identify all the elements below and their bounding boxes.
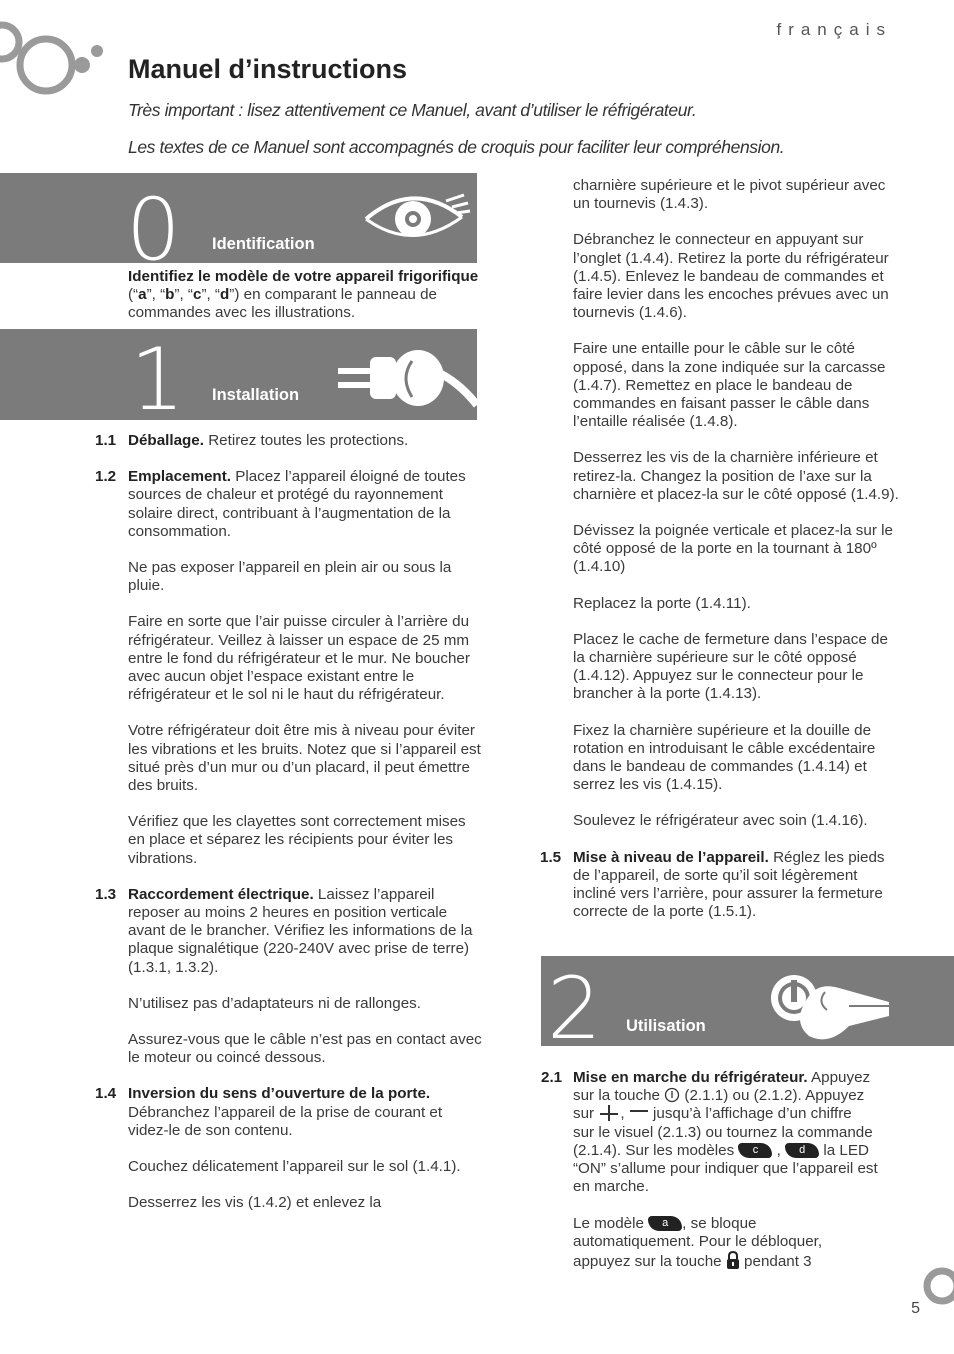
item-heading: Inversion du sens d’ouverture de la porte. xyxy=(128,1085,431,1103)
paragraph xyxy=(95,885,483,977)
intro-important: Très important : lisez attentivement ce Manuel, avant d’utiliser le réfrigérateur. xyxy=(128,100,697,120)
section-label: Identification xyxy=(212,235,315,253)
language-label: français xyxy=(776,20,892,39)
paragraph xyxy=(573,449,903,504)
item-text: Placez l’appareil éloigné de toutes sources de chaleur et protégé du rayonnement solaire direct, contribuant à l’augmentation de la consommation. xyxy=(128,468,466,540)
item-text: Faire en sorte que l’air puisse circuler à l’arrière du réfrigérateur. Veillez à laisser un espace de 25 mm entre le fond du réfrigérateur et le mur. Ne boucher avec aucun objet l’espace existant entre le réfrigérateur et le sol ni le haut du réfrigérateur. xyxy=(128,613,470,704)
item-text: Dévissez la poignée verticale et placez-la sur le côté opposé de la porte en la tournant à 180º (1.4.10) xyxy=(573,522,893,576)
installation-column-right xyxy=(540,177,903,940)
paragraph xyxy=(573,812,903,830)
brand-logo xyxy=(0,20,110,105)
minus-icon xyxy=(629,1105,649,1117)
item-text: Assurez-vous que le câble n’est pas en contact avec le moteur ou coincé dessous. xyxy=(128,1031,482,1067)
paragraph xyxy=(128,1158,483,1176)
section-label: Utilisation xyxy=(626,1017,706,1035)
item-text: Débranchez le connecteur en appuyant sur l’onglet (1.4.4). Retirez la porte du réfrigérateur (1.4.5). Enlevez le bandeau de commandes et faire levier dans les encoches prévues avec un tournevis (1.4.6). xyxy=(573,231,889,322)
item-text: charnière supérieure et le pivot supérieur avec un tournevis (1.4.3). xyxy=(573,177,886,213)
item-number: 1.2 xyxy=(95,468,117,486)
paragraph xyxy=(573,595,903,613)
usage-text: 2.1 Mise en marche du réfrigérateur. Appuyez sur la touche (2.1.1) ou (2.1.2). Appuyez sur , jusqu’à l’affichage d’un chiffre sur le visuel (2.1.3) ou tournez la commande (2.1.4). Sur les modèles c , d la LED “ON” s’allume pour indiquer que l’appareil est en marche. Le modèle a , se bloque automatiquement. Pour le débloquer, appuyez sur la touche pendant 3 xyxy=(541,1069,878,1271)
item-text: Laissez l’appareil reposer au moins 2 heures en position verticale avant de le brancher. Vérifiez les informations de la plaque signalétique (220-240V avec prise de terre) (1.3.1, 1.3.2). xyxy=(128,885,473,976)
item-text: Desserrez les vis de la charnière inférieure et retirez-la. Changez la position de l’axe sur la charnière et placez-la sur le côté opposé (1.4.9). xyxy=(573,449,899,503)
paragraph xyxy=(573,177,903,213)
item-number: 1.3 xyxy=(95,885,117,903)
item-number: 1.1 xyxy=(95,432,117,449)
item-text: Fixez la charnière supérieure et la douille de rotation en introduisant le câble excédentaire dans le bandeau de commandes (1.4.14) et serrez les vis (1.4.15). xyxy=(573,721,876,794)
item-number: 2.1 xyxy=(541,1069,563,1086)
paragraph xyxy=(573,340,903,431)
item-heading: Déballage. xyxy=(128,432,204,449)
item-heading: Emplacement. xyxy=(128,468,231,486)
paragraph xyxy=(95,468,483,541)
paragraph xyxy=(128,1194,483,1212)
model-c-badge: c xyxy=(738,1143,772,1158)
item-text: Faire une entaille pour le câble sur le côté opposé, dans la zone indiquée sur la carcasse (1.4.7). Remettez en place le bandeau de commandes en faisant passer le câble dans l’entaille réalisée (1.4.8). xyxy=(573,340,886,431)
item-text: Replacez la porte (1.4.11). xyxy=(573,594,751,612)
eye-icon xyxy=(358,181,473,256)
power-button-icon xyxy=(664,1087,680,1103)
section-band-usage xyxy=(541,956,954,1059)
item-text: N’utilisez pas d’adaptateurs ni de rallonges. xyxy=(128,994,421,1012)
section-band-installation xyxy=(0,329,477,430)
paragraph xyxy=(95,1085,483,1140)
paragraph xyxy=(573,722,903,795)
model-a-badge: a xyxy=(648,1216,682,1231)
paragraph xyxy=(128,559,483,595)
item-number: 1.4 xyxy=(95,1085,117,1103)
paragraph xyxy=(573,522,903,577)
item-text: Desserrez les vis (1.4.2) et enlevez la xyxy=(128,1194,382,1212)
item-number: 1.5 xyxy=(540,848,562,866)
plus-icon xyxy=(598,1105,620,1121)
item-heading: Raccordement électrique. xyxy=(128,885,314,903)
item-text: Débranchez l’appareil de la prise de courant et videz-le de son contenu. xyxy=(128,1103,443,1139)
paragraph xyxy=(540,848,903,922)
paragraph xyxy=(128,813,483,868)
paragraph xyxy=(128,1031,483,1067)
paragraph xyxy=(128,613,483,704)
page-number: 5 xyxy=(911,1300,920,1317)
section-number: 1 xyxy=(130,330,185,430)
finger-press-button-icon xyxy=(769,966,954,1046)
paragraph xyxy=(573,231,903,322)
installation-column-left xyxy=(95,432,483,1231)
section-band-identification xyxy=(0,173,477,280)
item-heading: Mise à niveau de l’appareil. xyxy=(573,848,769,866)
section-number: 0 xyxy=(126,180,181,280)
section-label: Installation xyxy=(212,386,300,404)
lock-icon xyxy=(726,1251,740,1269)
page-title: Manuel d’instructions xyxy=(128,54,408,84)
paragraph xyxy=(95,432,483,450)
item-text: Vérifiez que les clayettes sont correctement mises en place et séparez les récipients pour éviter les vibrations. xyxy=(128,813,466,867)
section-number: 2 xyxy=(547,959,602,1059)
item-text: Couchez délicatement l’appareil sur le sol (1.4.1). xyxy=(128,1158,461,1176)
item-text: Réglez les pieds de l’appareil, de sorte qu’il soit légèrement incliné vers l’arrière, pour assurer la fermeture correcte de la porte (1.5.1). xyxy=(573,848,885,921)
intro-sketches: Les textes de ce Manuel sont accompagnés de croquis pour faciliter leur compréhension. xyxy=(128,137,785,157)
item-text: Votre réfrigérateur doit être mis à niveau pour éviter les vibrations et les bruits. Notez que si l’appareil est situé près d’un mur ou d’un placard, il peut émettre des bruits. xyxy=(128,722,481,795)
paragraph xyxy=(128,995,483,1013)
item-text: Retirez toutes les protections. xyxy=(203,432,409,449)
paragraph xyxy=(128,722,483,795)
power-plug-icon xyxy=(330,341,477,411)
paragraph xyxy=(573,631,903,704)
model-d-badge: d xyxy=(785,1143,819,1158)
item-text: Placez le cache de fermeture dans l’espace de la charnière supérieure sur le côté opposé (1.4.12). Appuyez sur le connecteur pour le brancher à la porte (1.4.13). xyxy=(573,630,888,703)
item-text: Soulevez le réfrigérateur avec soin (1.4.16). xyxy=(573,812,868,830)
identification-text: Identifiez le modèle de votre appareil frigorifique (“a”, “b”, “c”, “d”) en comparant le panneau de commandes avec les illustrations. xyxy=(128,268,479,322)
decorative-circle xyxy=(920,1265,954,1307)
item-text: Ne pas exposer l’appareil en plein air ou sous la pluie. xyxy=(128,559,452,595)
